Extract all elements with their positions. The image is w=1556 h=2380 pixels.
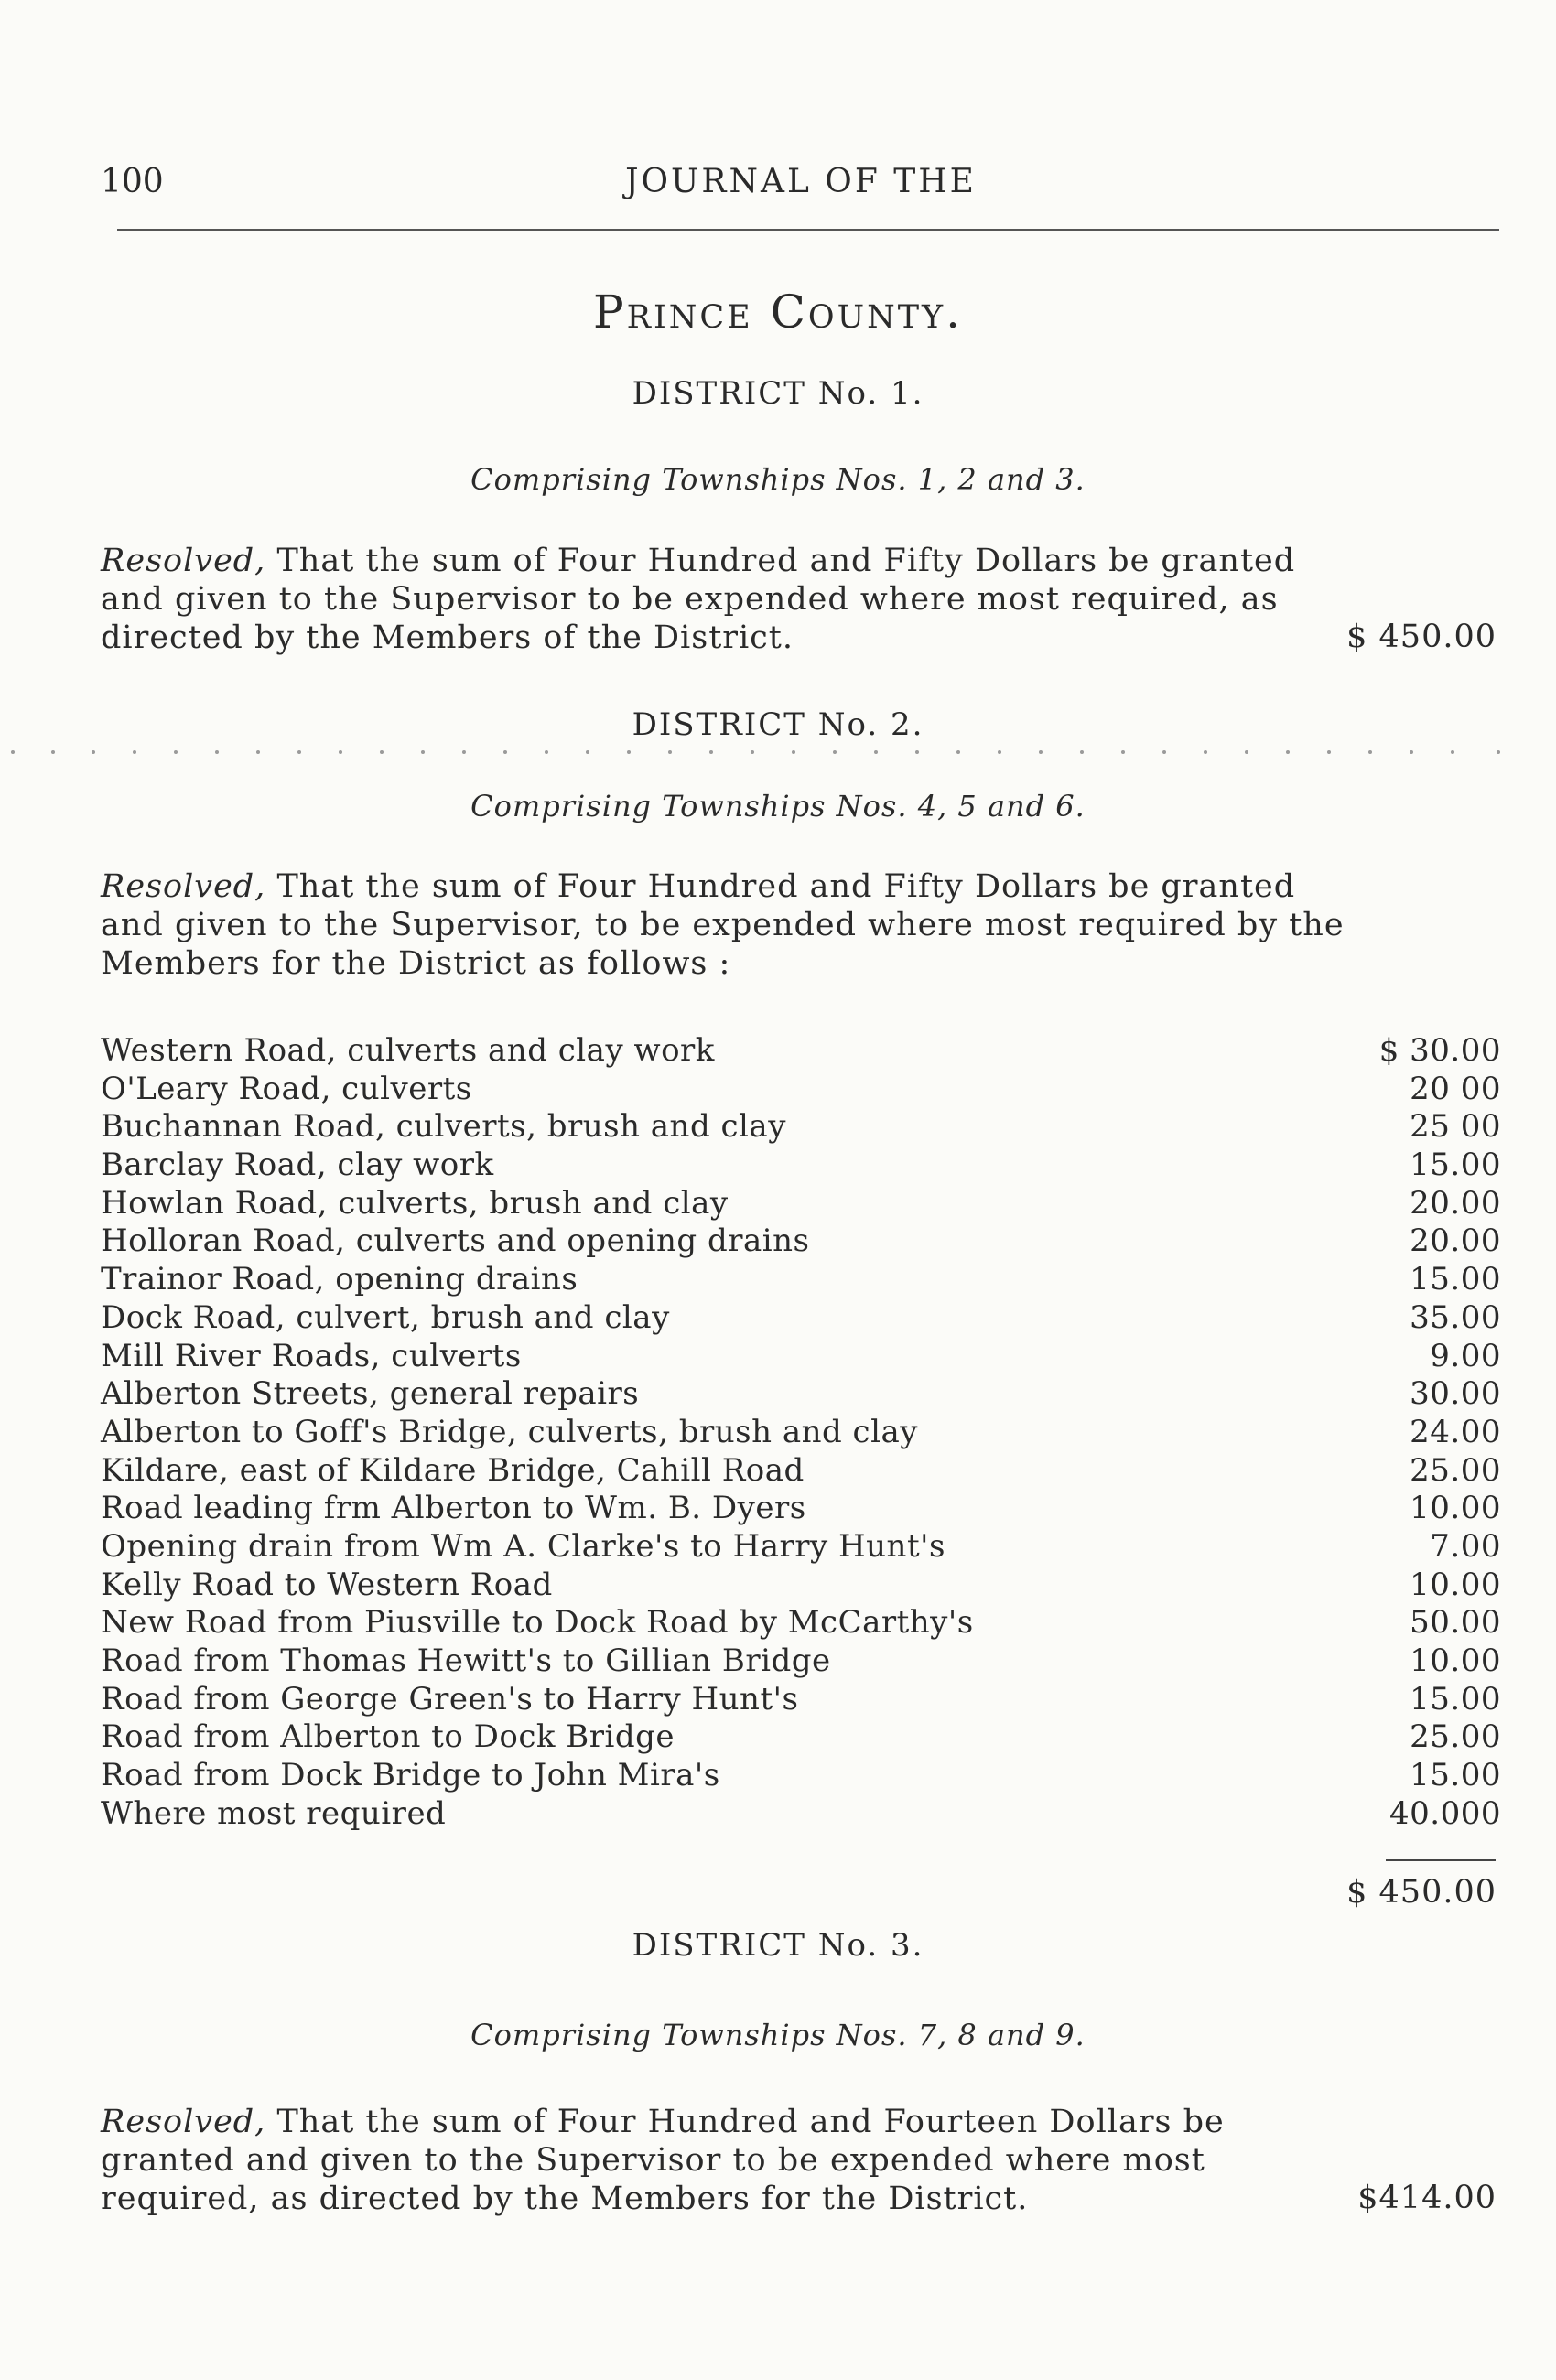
- resolved-lead: Resolved,: [101, 2104, 266, 2140]
- list-item: [101, 1185, 1501, 1223]
- item-amount: 10.00: [1410, 1566, 1501, 1603]
- list-item: [101, 1032, 1501, 1071]
- district-1-heading: DISTRICT No. 1.: [632, 375, 924, 412]
- item-description: Alberton Streets, general repairs: [101, 1375, 640, 1413]
- item-amount: 25.00: [1410, 1451, 1501, 1489]
- item-description: Kildare, east of Kildare Bridge, Cahill Road: [101, 1451, 805, 1489]
- item-amount: 30.00: [1410, 1375, 1501, 1413]
- item-description: Holloran Road, culverts and opening drains: [101, 1222, 810, 1260]
- item-description: Where most required: [101, 1794, 447, 1832]
- item-description: Dock Road, culvert, brush and clay: [101, 1298, 670, 1336]
- list-item: [101, 1108, 1501, 1147]
- item-description: Opening drain from Wm A. Clarke's to Harry Hunt's: [101, 1527, 945, 1565]
- item-description: Kelly Road to Western Road: [101, 1566, 553, 1603]
- print-speckles: [0, 750, 1556, 761]
- list-item: [101, 1414, 1501, 1452]
- item-amount: 24.00: [1410, 1413, 1501, 1450]
- list-item: [101, 1642, 1501, 1681]
- page-number: 100: [101, 163, 164, 200]
- item-amount: 10.00: [1410, 1642, 1501, 1679]
- item-amount: 25 00: [1410, 1108, 1501, 1146]
- district-3-amount: $414.00: [1357, 2180, 1497, 2216]
- district-2-expenditure-list: [101, 1032, 1501, 1833]
- running-head: JOURNAL OF THE: [625, 163, 977, 200]
- district-1-amount: $ 450.00: [1346, 619, 1497, 655]
- item-amount: 15.00: [1410, 1757, 1501, 1794]
- item-description: Howlan Road, culverts, brush and clay: [101, 1184, 729, 1222]
- list-item: [101, 1299, 1501, 1338]
- district-1-resolution: [101, 542, 1355, 657]
- item-description: Mill River Roads, culverts: [101, 1337, 522, 1374]
- item-amount: 50.00: [1410, 1604, 1501, 1642]
- list-item: [101, 1795, 1501, 1834]
- item-amount: 15.00: [1410, 1147, 1501, 1184]
- district-3-heading: DISTRICT No. 3.: [632, 1927, 924, 1964]
- district-3-townships: Comprising Townships Nos. 7, 8 and 9.: [470, 2018, 1086, 2052]
- list-item: [101, 1222, 1501, 1261]
- item-description: Barclay Road, clay work: [101, 1147, 494, 1184]
- list-item: [101, 1071, 1501, 1109]
- district-3-resolution: [101, 2103, 1355, 2218]
- county-title: Prince County.: [592, 285, 964, 339]
- page-header: [101, 163, 1501, 209]
- item-amount: 20.00: [1410, 1222, 1501, 1260]
- item-amount: 15.00: [1410, 1261, 1501, 1298]
- list-item: [101, 1452, 1501, 1491]
- item-description: Trainor Road, opening drains: [101, 1261, 578, 1298]
- list-item: [101, 1718, 1501, 1757]
- item-amount: $ 30.00: [1378, 1032, 1501, 1069]
- item-amount: 15.00: [1410, 1680, 1501, 1718]
- list-item: [101, 1567, 1501, 1605]
- item-amount: 7.00: [1430, 1527, 1501, 1565]
- item-description: Road from Dock Bridge to John Mira's: [101, 1757, 720, 1794]
- district-2-heading: DISTRICT No. 2.: [632, 706, 924, 743]
- item-description: Alberton to Goff's Bridge, culverts, brush and clay: [101, 1413, 918, 1450]
- resolution-text: That the sum of Four Hundred and Fifty Dollars be granted and given to the Supervisor to be expended where most required, as directed by the Members of the District.: [101, 543, 1296, 656]
- list-item: [101, 1338, 1501, 1376]
- district-1-townships: Comprising Townships Nos. 1, 2 and 3.: [470, 462, 1086, 497]
- header-rule: [117, 229, 1499, 231]
- item-amount: 40.000: [1389, 1794, 1501, 1832]
- district-2-townships: Comprising Townships Nos. 4, 5 and 6.: [470, 789, 1086, 824]
- item-description: Road from George Green's to Harry Hunt's: [101, 1680, 799, 1718]
- list-item: [101, 1528, 1501, 1567]
- list-item: [101, 1490, 1501, 1528]
- resolution-text: That the sum of Four Hundred and Fourteen Dollars be granted and given to the Supervisor to be expended where most required, as directed by the Members for the District.: [101, 2104, 1225, 2217]
- item-amount: 20 00: [1410, 1070, 1501, 1107]
- item-amount: 10.00: [1410, 1490, 1501, 1527]
- district-2-resolution: [101, 867, 1355, 983]
- list-item: [101, 1375, 1501, 1414]
- item-description: Road from Thomas Hewitt's to Gillian Bridge: [101, 1642, 831, 1679]
- list-item: [101, 1147, 1501, 1185]
- district-2-total: $ 450.00: [1346, 1874, 1497, 1911]
- resolved-lead: Resolved,: [101, 868, 266, 905]
- item-description: New Road from Piusville to Dock Road by McCarthy's: [101, 1604, 974, 1642]
- resolved-lead: Resolved,: [101, 543, 266, 579]
- list-item: [101, 1757, 1501, 1795]
- list-item: [101, 1681, 1501, 1719]
- total-rule: [1386, 1859, 1496, 1861]
- list-item: [101, 1604, 1501, 1642]
- item-amount: 25.00: [1410, 1718, 1501, 1756]
- item-description: Western Road, culverts and clay work: [101, 1032, 715, 1069]
- item-amount: 20.00: [1410, 1184, 1501, 1222]
- list-item: [101, 1261, 1501, 1299]
- item-description: Road from Alberton to Dock Bridge: [101, 1718, 675, 1756]
- item-description: O'Leary Road, culverts: [101, 1070, 472, 1107]
- resolution-text: That the sum of Four Hundred and Fifty Dollars be granted and given to the Supervisor, to be expended where most required by the Members for the District as follows :: [101, 868, 1345, 982]
- item-description: Road leading frm Alberton to Wm. B. Dyers: [101, 1490, 806, 1527]
- item-amount: 9.00: [1430, 1337, 1501, 1374]
- item-amount: 35.00: [1410, 1298, 1501, 1336]
- item-description: Buchannan Road, culverts, brush and clay: [101, 1108, 786, 1146]
